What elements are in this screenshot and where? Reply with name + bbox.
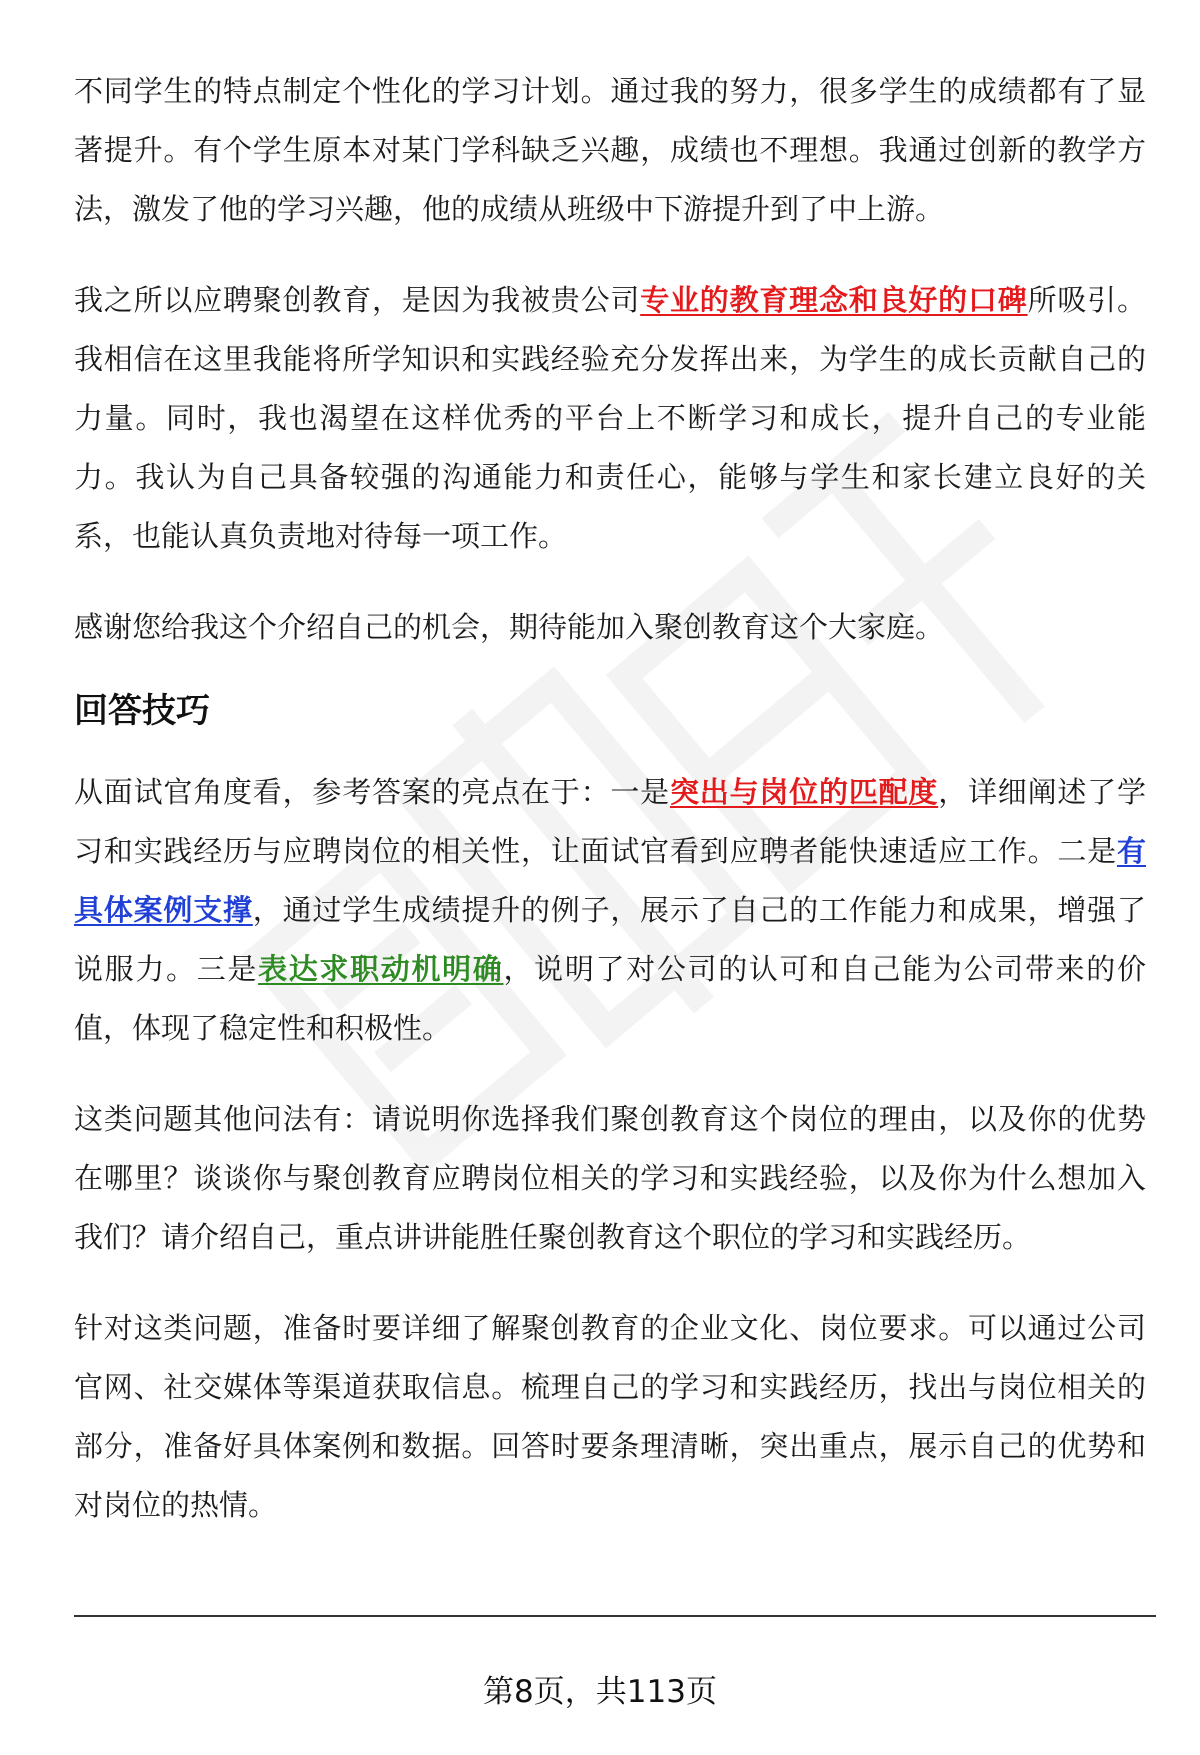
document-body bbox=[74, 62, 1146, 1567]
paragraph-closing bbox=[74, 598, 1146, 657]
highlight-company-reputation: 专业的教育理念和良好的口碑 bbox=[640, 283, 1028, 317]
paragraph-text: 这类问题其他问法有：请说明你选择我们聚创教育这个岗位的理由，以及你的优势在哪里？谈谈你与聚创教育应聘岗位相关的学习和实践经验，以及你为什么想加入我们？请介绍自己，重点讲讲能胜任聚创教育这个职位的学习和实践经历。 bbox=[74, 1102, 1146, 1254]
paragraph-tip-highlights bbox=[74, 763, 1146, 1058]
paragraph-motivation bbox=[74, 271, 1146, 566]
paragraph-experience bbox=[74, 62, 1146, 239]
highlight-clear-motivation: 表达求职动机明确 bbox=[258, 952, 504, 986]
highlight-concrete-cases: 有具体案例支撑 bbox=[74, 834, 1146, 927]
paragraph-text: ，详细阐述了学习和实践经历与应聘岗位的相关性，让面试官看到应聘者能快速适应工作。二是 bbox=[74, 775, 1146, 868]
paragraph-text: 针对这类问题，准备时要详细了解聚创教育的企业文化、岗位要求。可以通过公司官网、社交媒体等渠道获取信息。梳理自己的学习和实践经历，找出与岗位相关的部分，准备好具体案例和数据。回答时要条理清晰，突出重点，展示自己的优势和对岗位的热情。 bbox=[74, 1311, 1146, 1522]
highlight-job-match: 突出与岗位的匹配度 bbox=[669, 775, 939, 809]
paragraph-text: 我之所以应聘聚创教育，是因为我被贵公司 bbox=[74, 283, 641, 317]
paragraph-text: 感谢您给我这个介绍自己的机会，期待能加入聚创教育这个大家庭。 bbox=[74, 610, 945, 644]
paragraph-text: 从面试官角度看，参考答案的亮点在于：一是 bbox=[74, 775, 670, 809]
footer-divider bbox=[74, 1615, 1156, 1617]
paragraph-text: 所吸引。我相信在这里我能将所学知识和实践经验充分发挥出来，为学生的成长贡献自己的力量。同时，我也渴望在这样优秀的平台上不断学习和成长，提升自己的专业能力。我认为自己具备较强的沟通能力和责任心，能够与学生和家长建立良好的关系，也能认真负责地对待每一项工作。 bbox=[74, 283, 1146, 553]
page-number: 第8页，共113页 bbox=[483, 1674, 717, 1710]
paragraph-tip-preparation bbox=[74, 1299, 1146, 1535]
section-title: 回答技巧 bbox=[74, 691, 210, 731]
paragraph-text: 不同学生的特点制定个性化的学习计划。通过我的努力，很多学生的成绩都有了显著提升。有个学生原本对某门学科缺乏兴趣，成绩也不理想。我通过创新的教学方法，激发了他的学习兴趣，他的成绩从班级中下游提升到了中上游。 bbox=[74, 74, 1146, 226]
paragraph-text: ，说明了对公司的认可和自己能为公司带来的价值，体现了稳定性和积极性。 bbox=[74, 952, 1146, 1045]
paragraph-text: ，通过学生成绩提升的例子，展示了自己的工作能力和成果，增强了说服力。三是 bbox=[74, 893, 1146, 986]
paragraph-tip-variants bbox=[74, 1090, 1146, 1267]
